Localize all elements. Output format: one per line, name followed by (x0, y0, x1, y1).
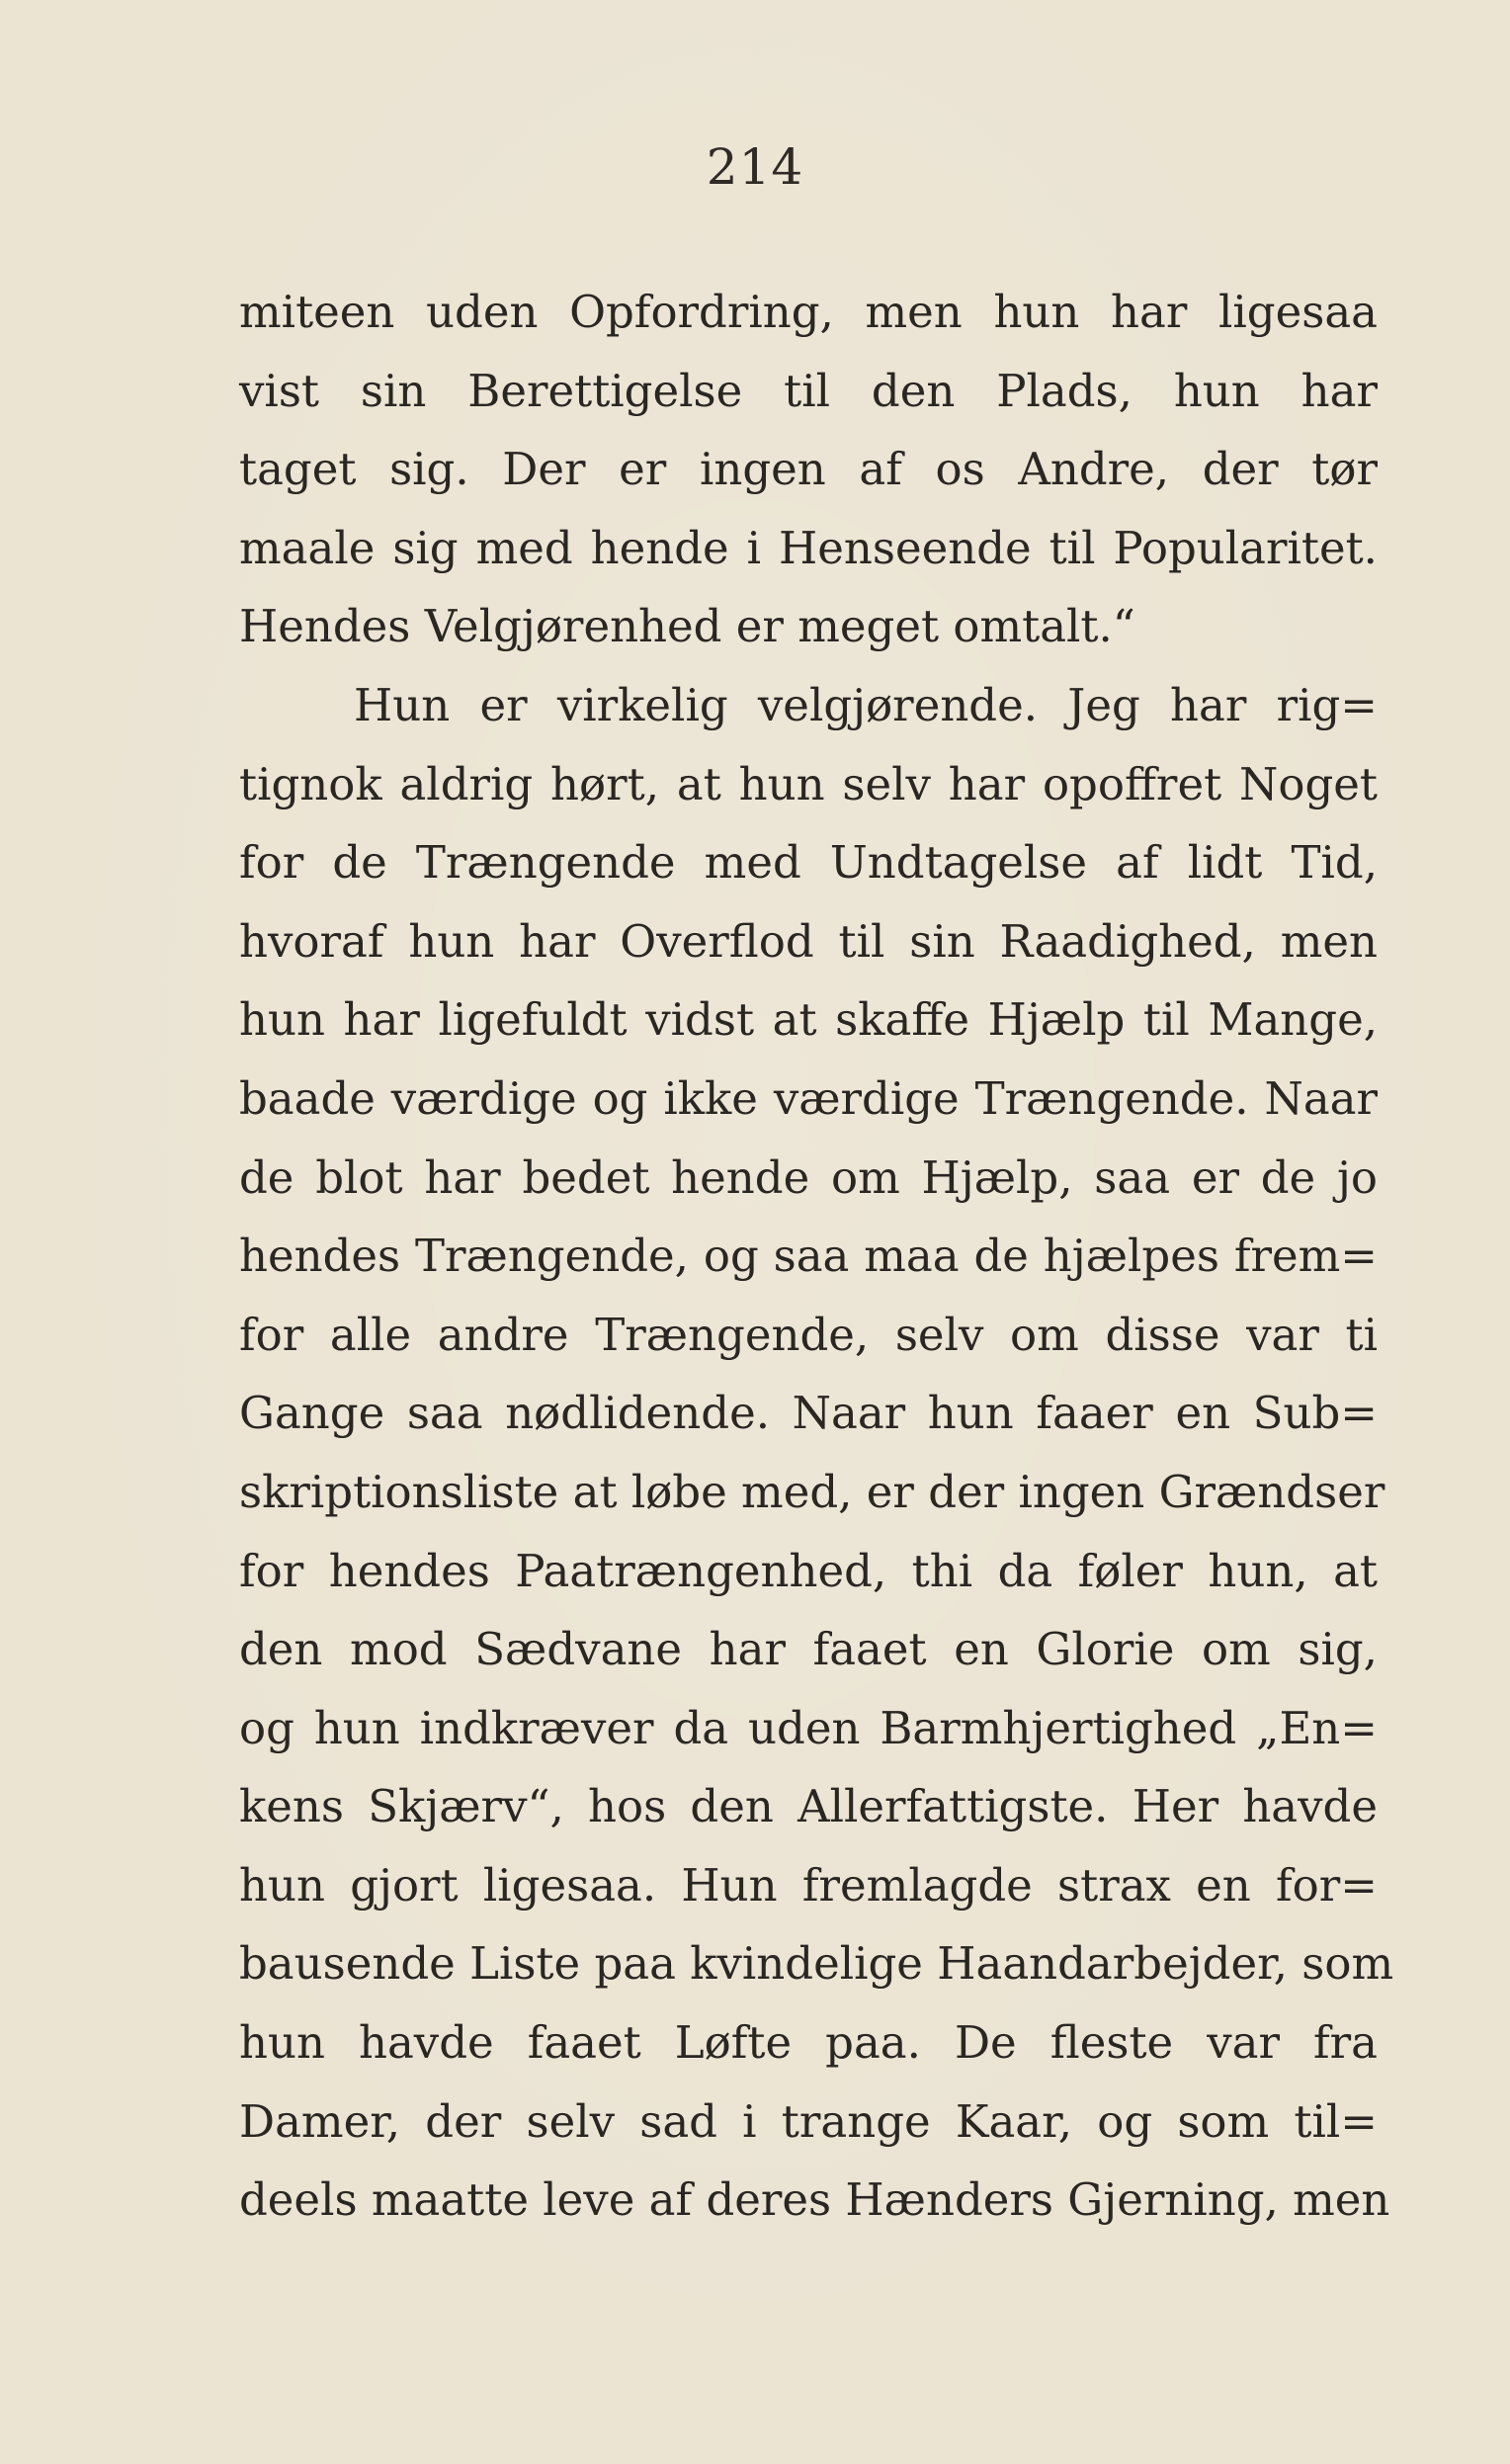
text-line: kens Skjærv“, hos den Allerfattigste. Her havde (239, 1780, 1378, 1833)
text-line: hun har ligefuldt vidst at skaffe Hjælp til Mange, (239, 993, 1378, 1047)
text-line: for de Trængende med Undtagelse af lidt Tid, (239, 836, 1378, 890)
page-number: 214 (706, 138, 804, 196)
text-line: for hendes Paatrængenhed, thi da føler hun, at (239, 1544, 1378, 1597)
text-line: bausende Liste paa kvindelige Haandarbejder, som (239, 1937, 1394, 1991)
text-line: og hun indkræver da uden Barmhjertighed „En= (239, 1701, 1378, 1754)
text-line: Hendes Velgjørenhed er meget omtalt.“ (239, 600, 1135, 653)
text-line: taget sig. Der er ingen af os Andre, der tør (239, 443, 1378, 496)
body-text (239, 273, 1394, 2240)
text-line: baade værdige og ikke værdige Trængende. Naar (239, 1071, 1378, 1125)
text-line: Hun er virkelig velgjørende. Jeg har rig= (354, 678, 1378, 731)
text-line: hvoraf hun har Overflod til sin Raadighed, men (239, 914, 1378, 968)
text-line: skriptionsliste at løbe med, er der ingen Grændser (239, 1465, 1385, 1518)
text-line: den mod Sædvane har faaet en Glorie om sig, (239, 1623, 1378, 1676)
text-line: hun gjort ligesaa. Hun fremlagde strax en for= (239, 1858, 1378, 1912)
text-line: de blot har bedet hende om Hjælp, saa er de jo (239, 1150, 1378, 1204)
text-line: vist sin Berettigelse til den Plads, hun har (239, 364, 1378, 417)
text-line: Gange saa nødlidende. Naar hun faaer en Sub= (239, 1387, 1378, 1440)
text-line: deels maatte leve af deres Hænders Gjerning, men (239, 2173, 1390, 2227)
text-line: Damer, der selv sad i trange Kaar, og som til= (239, 2094, 1378, 2148)
text-line: for alle andre Trængende, selv om disse var ti (239, 1308, 1378, 1361)
text-line: maale sig med hende i Henseende til Popularitet. (239, 521, 1378, 574)
text-line: hendes Trængende, og saa maa de hjælpes frem= (239, 1230, 1378, 1283)
text-line: hun havde faaet Løfte paa. De fleste var fra (239, 2016, 1378, 2070)
text-line: miteen uden Opfordring, men hun har ligesaa (239, 286, 1378, 338)
text-line: tignok aldrig hørt, at hun selv har opoffret Noget (239, 757, 1378, 810)
